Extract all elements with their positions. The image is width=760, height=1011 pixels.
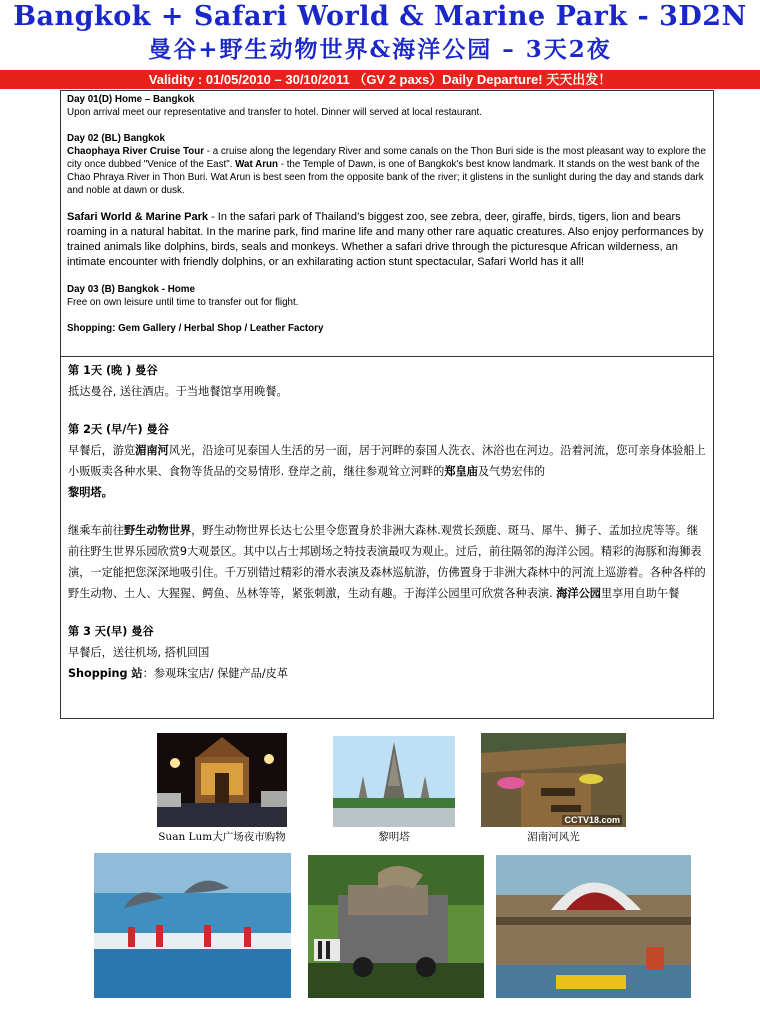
day2-bold-b: 郑皇庙 (444, 465, 478, 478)
day3-text-cn: 早餐后，送往机场, 搭机回国 (68, 646, 210, 659)
day1-title-en: Day 01(D) Home – Bangkok (67, 94, 195, 105)
floating-market-photo (481, 733, 626, 827)
day1-title-cn: 第 1天 (晚 ) 曼谷 (68, 364, 158, 377)
day3-title-cn: 第 3 天(早) 曼谷 (68, 625, 154, 638)
safari-text-a: 继乘车前往 (68, 524, 124, 537)
safari-label: Safari World & Marine Park (67, 211, 209, 223)
validity-banner: Validity : 01/05/2010 – 30/10/2011 （GV 2 paxs）Daily Departure! 天天出发！ (0, 70, 760, 89)
shopping-en: Shopping: Gem Gallery / Herbal Shop / Leather Factory (67, 323, 324, 334)
shopping-cn (68, 663, 706, 684)
safari-bold-b: 海洋公园 (556, 587, 601, 600)
title-chinese: 曼谷+野生动物世界&海洋公园 – 3天2夜 (148, 36, 612, 63)
safari-bold-a: 野生动物世界 (123, 524, 192, 537)
day2-bold-a: 湄南河 (135, 444, 169, 457)
itinerary-english (60, 90, 714, 357)
caption-river: 湄南河风光 (527, 831, 580, 843)
caption-night-market: Suan Lum大广场夜市购物 (158, 831, 286, 843)
cruise-label: Chaophaya River Cruise Tour (67, 146, 205, 157)
day2-text-c: 及气势宏伟的 (477, 465, 546, 478)
safari-text-c: 里享用自助午餐 (600, 587, 680, 600)
day3-text-en: Free on own leisure until time to transfer out for flight. (67, 297, 299, 308)
wat-arun-photo (333, 736, 455, 827)
shopping-label-cn: Shopping 站 (68, 667, 143, 680)
day3-title-en: Day 03 (B) Bangkok - Home (67, 284, 195, 295)
day1-text-en: Upon arrival meet our representative and transfer to hotel. Dinner will served at local restaurant. (67, 107, 482, 118)
cruise-text: - a cruise along the legendary River and some canals on the Thon Buri side is the most pleasant way to explore the city once dubbed "Venice of the East". (67, 146, 706, 170)
day2-title-en: Day 02 (BL) Bangkok (67, 133, 165, 144)
shopping-text-cn: ：参观珠宝店/ 保健产品/皮革 (142, 667, 288, 680)
safari-desc: - In the safari park of Thailand’s biggest zoo, see zebra, deer, giraffe, birds, tigers, lion and bears roaming in a natural habitat. In the marine park, find marine life and many other rare aquatic creatures. Also enjoy performances by trained animals like dolphins, birds, seals and monkeys. Whether a safari drive through the picturesque African wilderness, an intimate encounter with friendly dolphins, or an exhilarating action stunt spectacular, Safari World has it all! (67, 211, 704, 268)
wat-arun-text: - the Temple of Dawn, is one of Bangkok's best know landmark. It stands on the west bank of the Chao Phraya River in Thon Buri. Wat Arun is best seen from the opposite bank of the river; it glistens in the sunlight during the day and stands dark and noble at dawn or dusk. (67, 159, 704, 196)
day2-text-a: 早餐后，游览 (68, 444, 136, 457)
day2-title-cn: 第 2天 (早/午) 曼谷 (68, 423, 169, 436)
day2-text-cn (68, 440, 706, 503)
caption-wat-arun: 黎明塔 (378, 831, 410, 843)
safari-truck-photo (308, 855, 484, 998)
day2-text-en (67, 145, 707, 197)
night-market-photo (157, 733, 287, 827)
dolphin-show-photo (94, 853, 291, 998)
day2-bold-c: 黎明塔。 (68, 486, 113, 499)
title-english: Bangkok + Safari World & Marine Park - 3D2N (13, 1, 747, 32)
safari-text-cn (68, 520, 706, 604)
marine-park-photo (496, 855, 691, 998)
itinerary-chinese (60, 357, 714, 719)
day1-text-cn: 抵达曼谷, 送往酒店。于当地餐馆享用晚餐。 (68, 385, 288, 398)
day2-text-b: 风光，沿途可见泰国人生活的另一面，居于河畔的泰国人洗衣、沐浴也在河边。沿着河流，您可亲身体验船上小贩贩卖各种水果、食物等货品的交易情形. 登岸之前，继往参观耸立河畔的 (68, 444, 706, 478)
safari-text-en (67, 210, 707, 270)
wat-arun-label: Wat Arun (235, 159, 278, 170)
cctv-watermark: CCTV18.com (564, 815, 620, 825)
safari-text-b: ，野生动物世界长达七公里令您置身於非洲大森林.观赏长颈鹿、斑马、犀牛、狮子、孟加拉虎等等。继前往野生世界乐园欣赏9大观景区。其中以占士邦剧场之特技表演最叹为观止。过后，前往隔邻的海洋公园。精彩的海豚和海狮表演，一定能把您深深地吸引住。千万别错过精彩的滑水表演及森林巡航游，仿佛置身于非洲大森林中的河流上巡游着。各种各样的野生动物、土人、大猩猩、鳄鱼、丛林等等，紧张刺激，生动有趣。于海洋公园里可欣赏各种表演. (68, 524, 706, 600)
